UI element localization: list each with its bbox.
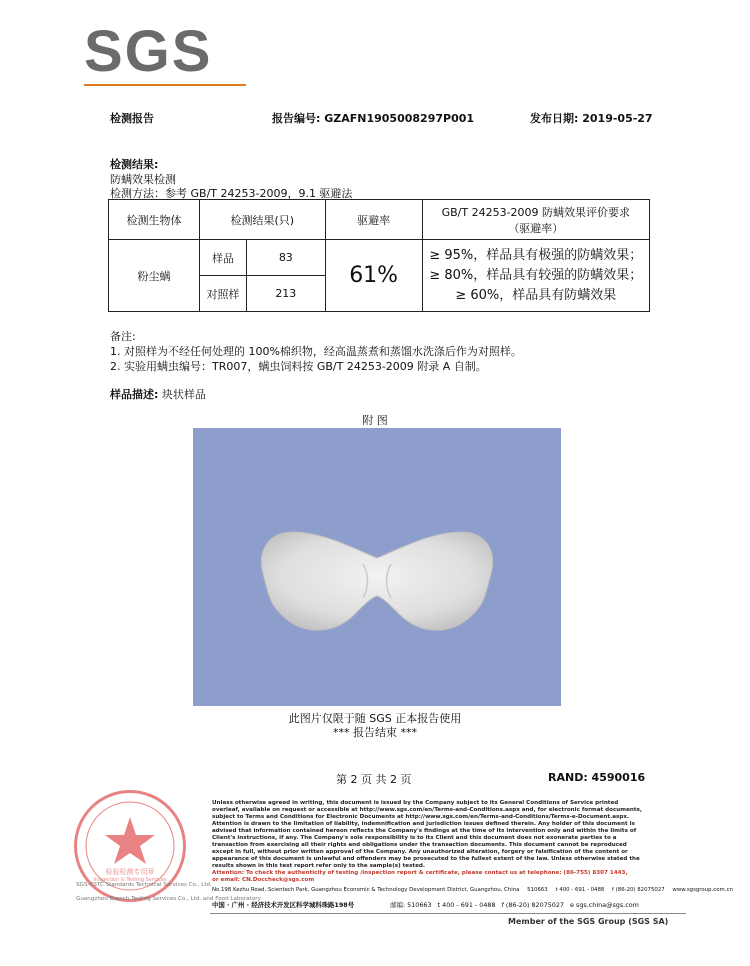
postcode-cn: 邮编: 510663 [390,901,432,909]
results-item: 防螨效果检测 [110,173,176,186]
telephone: t 400 - 691 - 0488 [437,901,496,909]
requirement-line: ≥ 95%，样品具有极强的防螨效果； [429,247,643,263]
sample-label: 样品描述: [110,388,159,401]
legal-line: Client's instructions, if any. The Company's sole responsibility is to its Client and this document does not exonerate parties to a [212,835,617,841]
company-name-en: SGS-CSTC Standards Technical Services Co., Ltd. [76,882,212,888]
seal-text-en: Inspection & Testing Services [93,877,167,883]
postcode-en: 510663 [527,887,548,893]
address-en: No.198 Kezhu Road, Scientech Park, Guangzhou Economic & Technology Development District, Guangzhou, China [212,887,520,893]
bow-shaped-sample-image [193,428,561,706]
legal-line: advised that information contained hereon reflects the Company's findings at the time of its intervention only and within the limits of [212,828,637,834]
row-label-sample: 样品 [200,240,247,276]
results-title: 检测结果: [110,158,159,171]
requirement-line: ≥ 60%，样品具有防螨效果 [455,287,617,303]
note-1: 1. 对照样为不经任何处理的 100%棉织物，经高温蒸煮和蒸馏水洗涤后作为对照样。 [110,345,522,358]
email-line: or email: CN.Doccheck@sgs.com [212,877,315,883]
header-requirement [422,200,649,240]
results-table [108,199,650,312]
fax: f (86-20) 82075027 [612,887,665,893]
report-title: 检测报告 [110,112,154,125]
email: e sgs.china@sgs.com [570,901,639,909]
figure-title: 附 图 [362,414,388,427]
row-value-control: 213 [247,276,326,312]
results-method: 检测方法：参考 GB/T 24253-2009，9.1 驱避法 [110,187,353,200]
legal-line: appearance of this document is unlawful and offenders may be prosecuted to the fullest extent of the law. Unless otherwise stated the [212,856,640,862]
requirement-title: GB/T 24253-2009 防螨效果评价要求 [441,205,631,219]
member-text: Member of the SGS Group (SGS SA) [508,917,669,926]
requirement-line: ≥ 80%，样品具有较强的防螨效果； [429,267,643,283]
figure-caption: 此图片仅限于随 SGS 正本报告使用 [288,712,462,725]
note-2: 2. 实验用螨虫编号：TR007，螨虫饲料按 GB/T 24253-2009 附录 A 自制。 [110,360,487,373]
legal-text [212,800,672,884]
address-cn: 中国 · 广州 · 经济技术开发区科学城科珠路198号 [212,901,355,909]
report-number: 报告编号: GZAFN1905008297P001 [272,112,475,125]
footer-divider [210,913,686,914]
legal-line: subject to Terms and Conditions for Electronic Documents at http://www.sgs.com/en/Terms-and-Conditions/Terms-e-Document.aspx. [212,814,630,820]
sample-photo [193,428,561,706]
requirement-list [422,240,649,312]
row-value-sample: 83 [247,240,326,276]
sample-description [110,386,206,402]
header-organism: 检测生物体 [109,200,200,240]
header-result: 检测结果(只) [200,200,326,240]
contact-row-cn [212,900,672,909]
branch-name-en: Guangzhou Branch Testing Services Co., Ltd. and Food Laboratory [76,896,261,902]
logo-underline [84,84,246,86]
page-number: 第 2 页 共 2 页 [336,773,412,786]
contact-row-en [212,887,733,893]
legal-line: results shown in this test report refer only to the sample(s) tested. [212,863,425,869]
row-label-control: 对照样 [200,276,247,312]
notes-title: 备注: [110,330,136,343]
legal-line: overleaf, available on request or accessible at http://www.sgs.com/en/Terms-and-Conditions.aspx and, for electronic format documents, [212,807,642,813]
repellency-rate: 61% [325,240,422,312]
sgs-logo: SGS [84,19,213,84]
website: www.sgsgroup.com.cn [672,887,733,893]
requirement-subtitle: （驱避率） [508,221,564,235]
legal-line: Unless otherwise agreed in writing, this document is issued by the Company subject to its General Conditions of Service printed [212,800,619,806]
legal-line: transaction from exercising all their rights and obligations under the transaction documents. This document cannot be reproduced [212,842,627,848]
attention-line: Attention: To check the authenticity of testing /inspection report & certificate, please contact us at telephone: (86-755) 8307 1443, [212,870,628,876]
fax: f (86-20) 82075027 [501,901,564,909]
rand-number: RAND: 4590016 [548,771,646,784]
sample-value: 块状样品 [161,388,206,401]
issue-date: 发布日期: 2019-05-27 [530,112,653,125]
report-end: *** 报告结束 *** [333,726,417,739]
organism-cell: 粉尘螨 [109,240,200,312]
legal-line: except in full, without prior written approval of the Company. Any unauthorized alteration, forgery or falsification of the content or [212,849,628,855]
legal-line: Attention is drawn to the limitation of liability, indemnification and jurisdiction issues defined therein. Any holder of this document is [212,821,635,827]
header-repellency: 驱避率 [325,200,422,240]
telephone: t 400 - 691 - 0488 [555,887,605,893]
seal-text: 检验检测专用章 [105,868,155,876]
